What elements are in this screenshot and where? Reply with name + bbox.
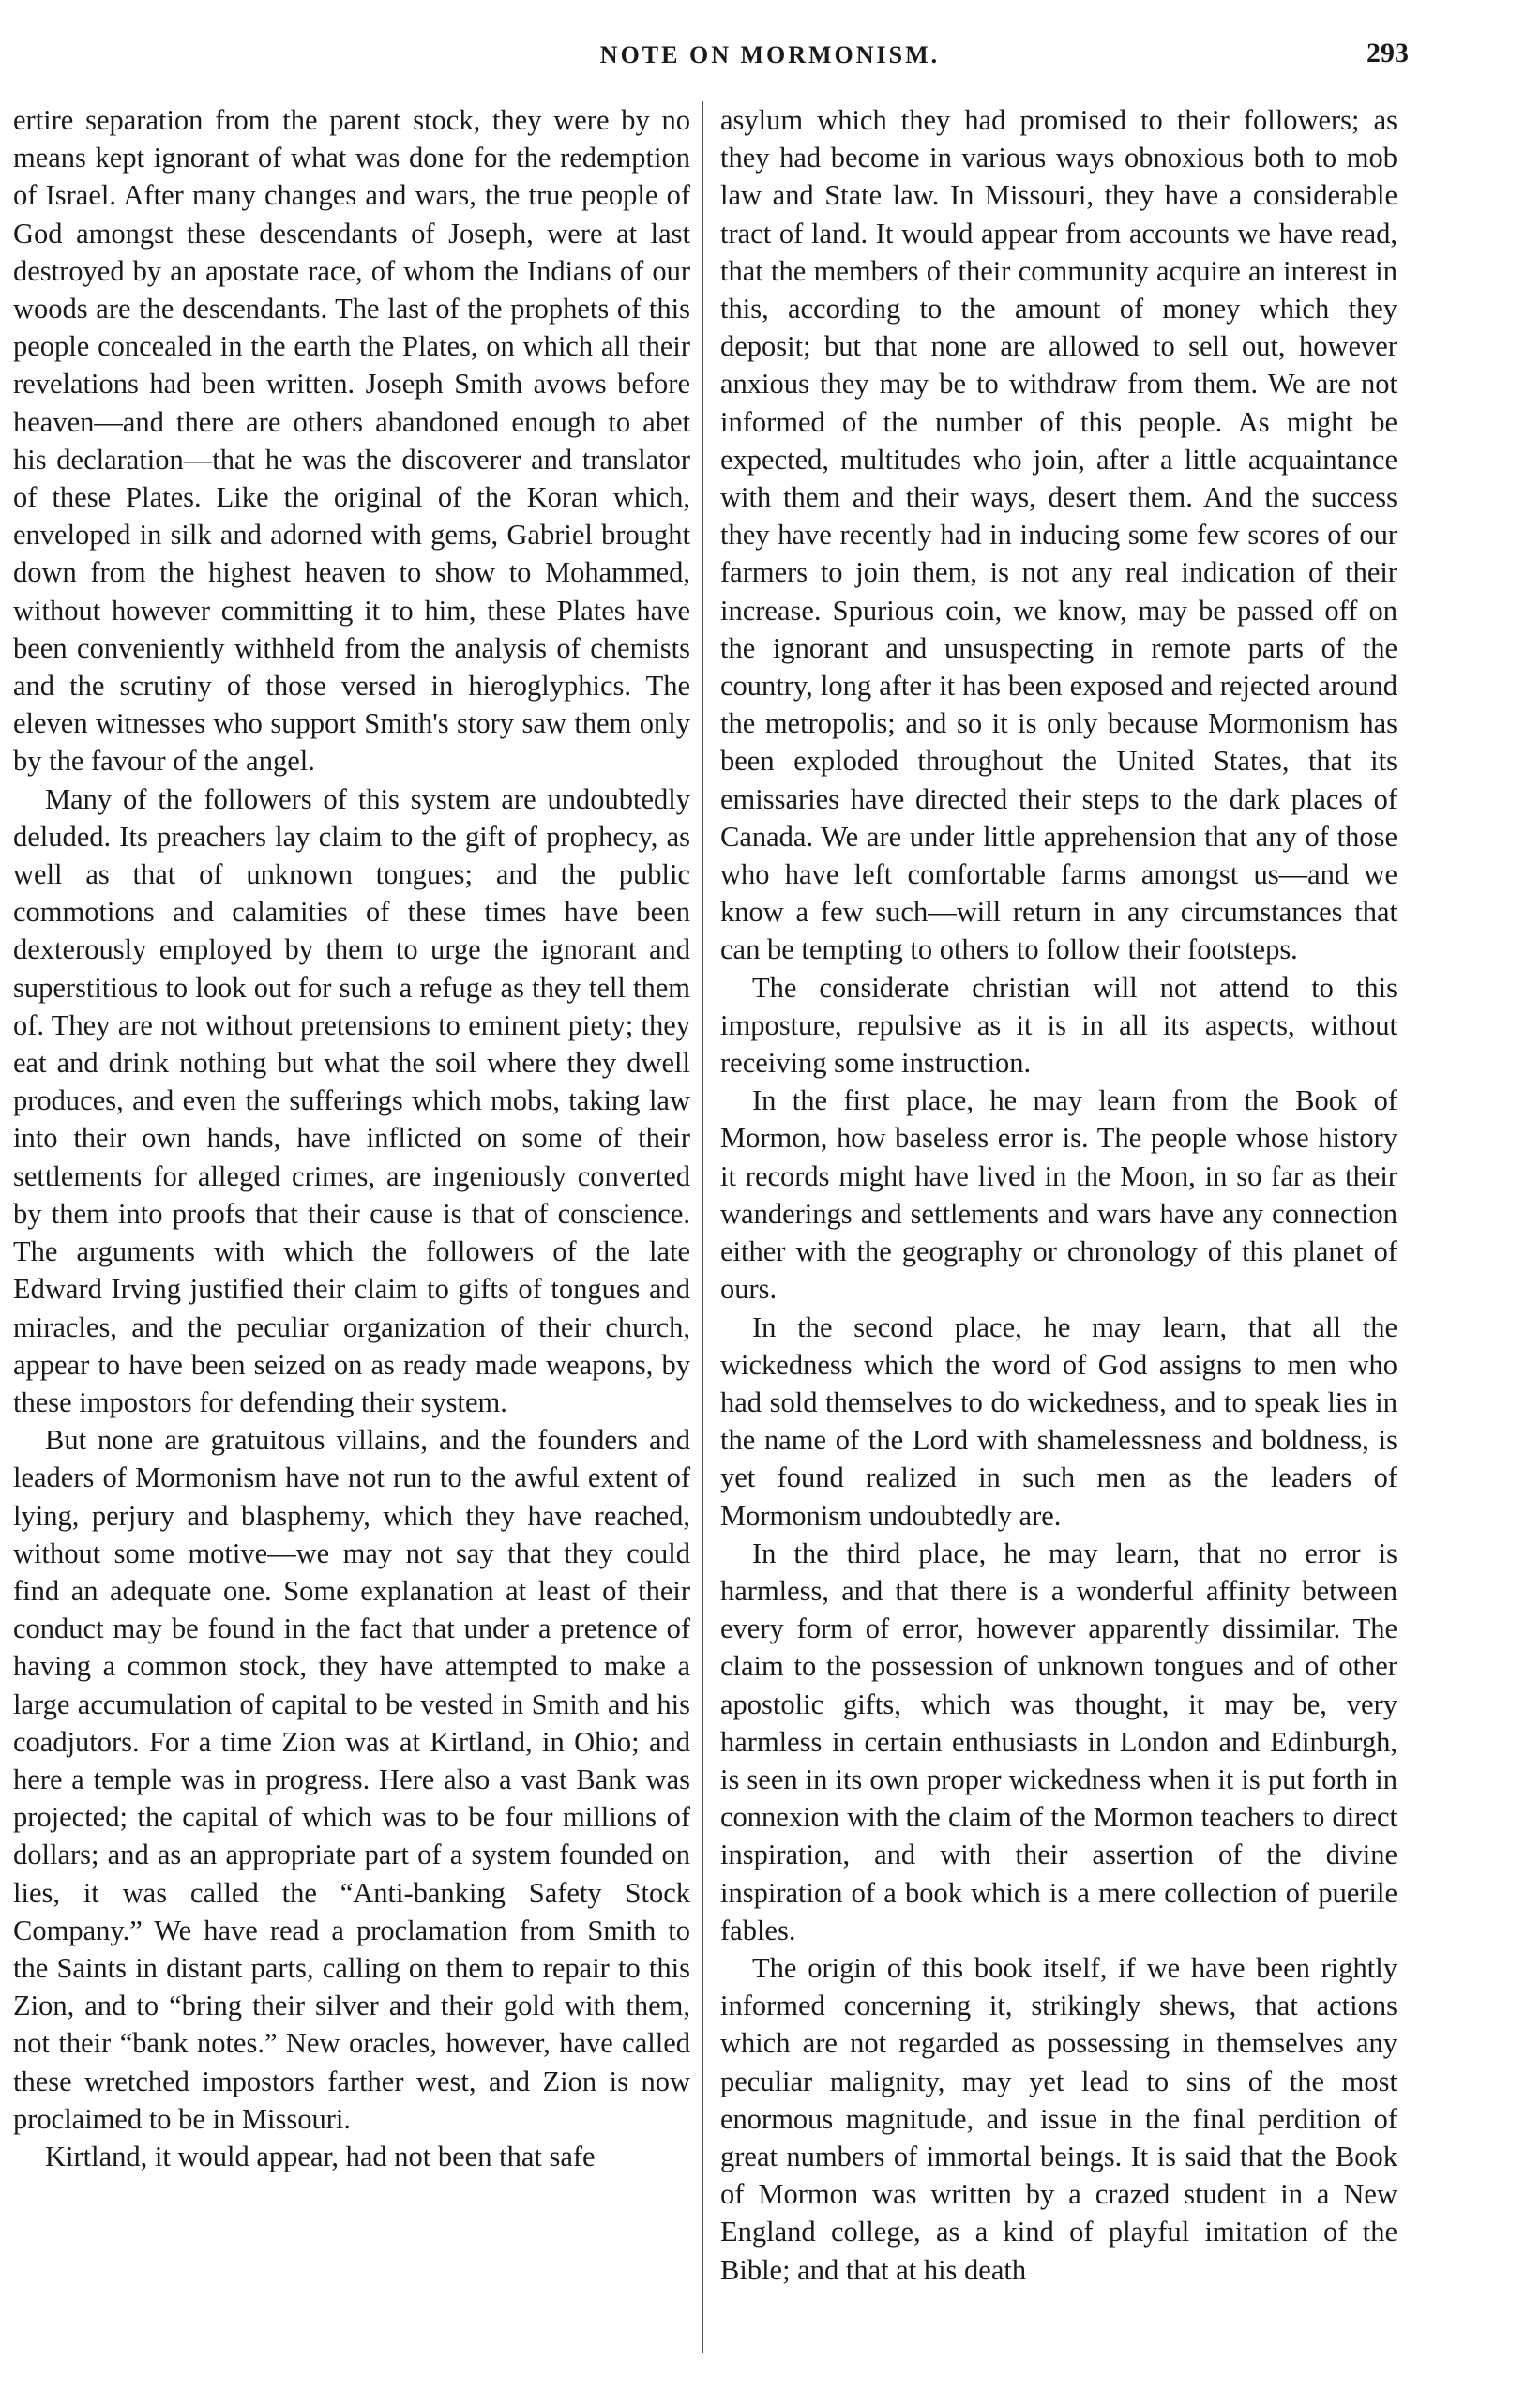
running-title: NOTE ON MORMONISM.	[599, 41, 941, 68]
right-column	[720, 101, 1397, 2289]
paragraph: Kirtland, it would appear, had not been that safe	[45, 2140, 596, 2172]
column-divider	[702, 101, 703, 2353]
paragraph: ertire separation from the parent stock, they were by no means kept ignorant of what was done for the redemption of Israel. After many changes and wars, the true people of God amongst these descendants of Joseph, were at last destroyed by an apostate race, of whom the Indians of our woods are the descendants. The last of the prophets of this people concealed in the earth the Plates, on which all their revelations had been written. Joseph Smith avows before heaven—and there are others abandoned enough to abet his declaration—that he was the discoverer and translator of these Plates. Like the original of the Koran which, enveloped in silk and adorned with gems, Gabriel brought down from the highest heaven to show to Mohammed, without however committing it to him, these Plates have been conveniently withheld from the analysis of chemists and the scrutiny of those versed in hieroglyphics. The eleven witnesses who support Smith's story saw them only by the favour of the angel.	[13, 104, 690, 778]
paragraph: asylum which they had promised to their followers; as they had become in various ways obnoxious both to mob law and State law. In Missouri, they have a considerable tract of land. It would appear from accounts we have read, that the members of their community acquire an interest in this, according to the amount of money which they deposit; but that none are allowed to sell out, however anxious they may be to withdraw from them. We are not informed of the number of this people. As might be expected, multitudes who join, after a little acquaintance with them and their ways, desert them. And the success they have recently had in inducing some few scores of our farmers to join them, is not any real indication of their increase. Spurious coin, we know, may be passed off on the ignorant and unsuspecting in remote parts of the country, long after it has been exposed and rejected around the metropolis; and so it is only because Mormonism has been exploded throughout the United States, that its emissaries have directed their steps to the dark places of Canada. We are under little apprehension that any of those who have left comfortable farms amongst us—and we know a few such—will return in any circumstances that can be tempting to others to follow their footsteps.	[720, 104, 1397, 966]
paragraph: Many of the followers of this system are undoubtedly deluded. Its preachers lay claim to the gift of prophecy, as well as that of unknown tongues; and the public commotions and calamities of these times have been dexterously employed by them to urge the ignorant and superstitious to look out for such a refuge as they tell them of. They are not without pretensions to eminent piety; they eat and drink nothing but what the soil where they dwell produces, and even the sufferings which mobs, taking law into their own hands, have inflicted on some of their settlements for alleged crimes, are ingeniously converted by them into proofs that their cause is that of conscience. The arguments with which the followers of the late Edward Irving justified their claim to gifts of tongues and miracles, and the peculiar organization of their church, appear to have been seized on as ready made weapons, by these impostors for defending their system.	[13, 782, 690, 1418]
page-number: 293	[1366, 38, 1409, 68]
paragraph: The considerate christian will not attend to this imposture, repulsive as it is in all its aspects, without receiving some instruction.	[720, 971, 1397, 1080]
paragraph: In the first place, he may learn from the Book of Mormon, how baseless error is. The people whose history it records might have lived in the Moon, in so far as their wanderings and settlements and wars have any connection either with the geography or chronology of this planet of ours.	[720, 1084, 1397, 1306]
left-column	[13, 101, 690, 2175]
running-head	[0, 38, 1540, 79]
paragraph: But none are gratuitous villains, and the founders and leaders of Mormonism have not run to the awful extent of lying, perjury and blasphemy, which they have reached, without some motive—we may not say that they could find an adequate one. Some explanation at least of their conduct may be found in the fact that under a pretence of having a common stock, they have attempted to make a large accumulation of capital to be vested in Smith and his coadjutors. For a time Zion was at Kirtland, in Ohio; and here a temple was in progress. Here also a vast Bank was projected; the capital of which was to be four millions of dollars; and as an appropriate part of a system founded on lies, it was called the “Anti-banking Safety Stock Company.” We have read a proclamation from Smith to the Saints in distant parts, calling on them to repair to this Zion, and to “bring their silver and their gold with them, not their “bank notes.” New oracles, however, have called these wretched impostors farther west, and Zion is now proclaimed to be in Missouri.	[13, 1424, 690, 2135]
paragraph: The origin of this book itself, if we have been rightly informed concerning it, strikingly shews, that actions which are not regarded as possessing in themselves any peculiar malignity, may yet lead to sins of the most enormous magnitude, and issue in the final perdition of great numbers of immortal beings. It is said that the Book of Mormon was written by a crazed student in a New England college, as a kind of playful imitation of the Bible; and that at his death	[720, 1951, 1397, 2286]
paragraph: In the second place, he may learn, that all the wickedness which the word of God assigns to men who had sold themselves to do wickedness, and to speak lies in the name of the Lord with shamelessness and boldness, is yet found realized in such men as the leaders of Mormonism undoubtedly are.	[720, 1310, 1397, 1532]
paragraph: In the third place, he may learn, that no error is harmless, and that there is a wonderful affinity between every form of error, however apparently dissimilar. The claim to the possession of unknown tongues and of other apostolic gifts, which was thought, it may be, very harmless in certain enthusiasts in London and Edinburgh, is seen in its own proper wickedness when it is put forth in connexion with the claim of the Mormon teachers to direct inspiration, and with their assertion of the divine inspiration of a book which is a mere collection of puerile fables.	[720, 1537, 1397, 1946]
